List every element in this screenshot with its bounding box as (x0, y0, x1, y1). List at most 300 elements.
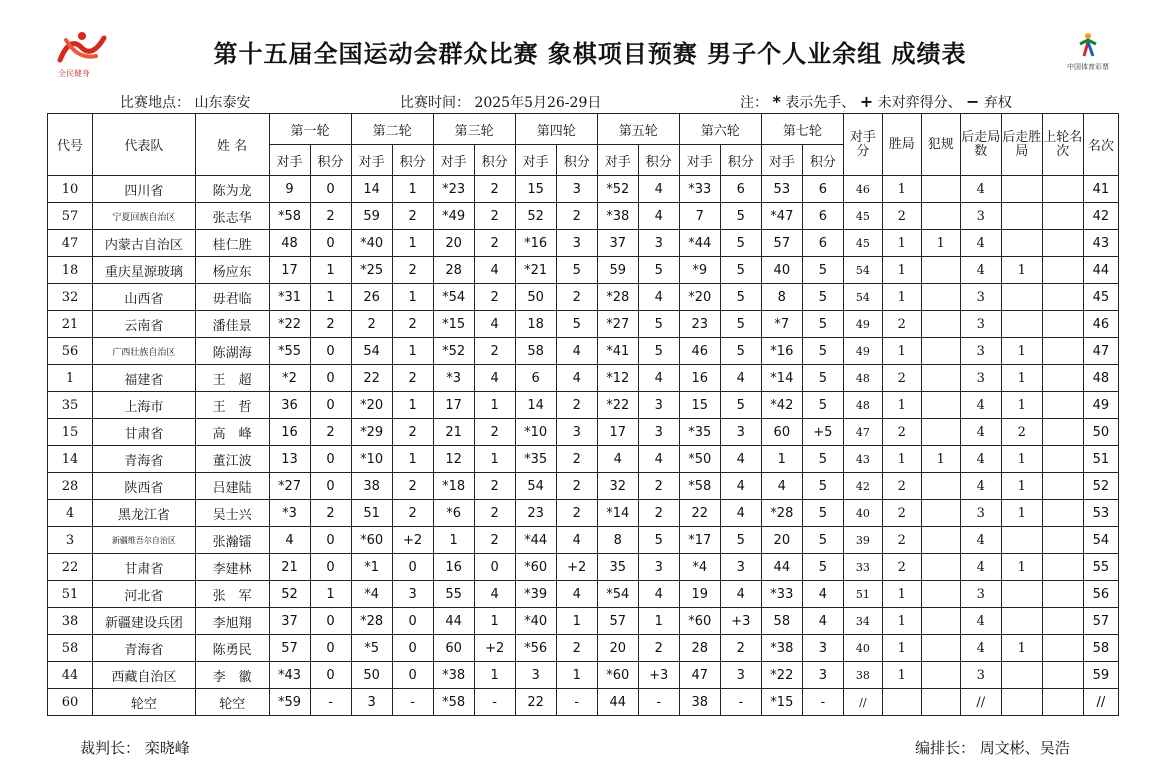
wins-count: 1 (882, 662, 921, 689)
final-rank: 48 (1083, 365, 1118, 392)
opponent-points: 33 (843, 554, 882, 581)
round-opponent: 23 (679, 311, 720, 338)
wins-count: 1 (882, 176, 921, 203)
player-name: 王 哲 (195, 392, 269, 419)
table-row (48, 392, 1119, 419)
round-score: 5 (802, 473, 843, 500)
round-opponent: 20 (761, 527, 802, 554)
round-opponent: *5 (351, 635, 392, 662)
player-name: 高 峰 (195, 419, 269, 446)
wins-count: 1 (882, 230, 921, 257)
round-score: 2 (392, 257, 433, 284)
round-score: 1 (392, 392, 433, 419)
round-score: 4 (720, 473, 761, 500)
round-score: 4 (556, 527, 597, 554)
round-score: 2 (638, 500, 679, 527)
round-score: 5 (802, 365, 843, 392)
black-games-count: 4 (960, 392, 1001, 419)
round-opponent: *58 (433, 689, 474, 716)
round-score: 0 (310, 473, 351, 500)
table-row (48, 446, 1119, 473)
wins-count: 1 (882, 392, 921, 419)
round-score: 3 (556, 230, 597, 257)
header-opp-points: 对手分 (843, 114, 882, 176)
round-score: 0 (310, 338, 351, 365)
black-games-count: 3 (960, 581, 1001, 608)
round-opponent: *60 (597, 662, 638, 689)
last-round-rank (1042, 365, 1083, 392)
player-code: 21 (48, 311, 93, 338)
round-score: 2 (392, 473, 433, 500)
round-score: 2 (720, 635, 761, 662)
round-score: 1 (392, 446, 433, 473)
round-score: 3 (720, 419, 761, 446)
round-score: 5 (720, 203, 761, 230)
fouls-count (921, 662, 960, 689)
wins-count: 1 (882, 635, 921, 662)
round-score: 0 (310, 176, 351, 203)
round-score: 5 (802, 554, 843, 581)
round-score: 3 (720, 554, 761, 581)
round-score: 4 (720, 500, 761, 527)
round-score: 5 (638, 527, 679, 554)
last-round-rank (1042, 203, 1083, 230)
black-games-count: 3 (960, 311, 1001, 338)
player-code: 3 (48, 527, 93, 554)
round-score: 2 (392, 311, 433, 338)
black-wins-count: 1 (1001, 500, 1042, 527)
round-opponent: *17 (679, 527, 720, 554)
wins-count: 2 (882, 419, 921, 446)
black-games-count: // (960, 689, 1001, 716)
black-wins-count: 2 (1001, 419, 1042, 446)
round-opponent: *60 (351, 527, 392, 554)
round-opponent: 2 (351, 311, 392, 338)
black-wins-count: 1 (1001, 473, 1042, 500)
fouls-count (921, 581, 960, 608)
last-round-rank (1042, 635, 1083, 662)
round-score: 5 (802, 284, 843, 311)
last-round-rank (1042, 176, 1083, 203)
round-score: 2 (310, 500, 351, 527)
round-opponent: 17 (269, 257, 310, 284)
round-opponent: 50 (515, 284, 556, 311)
fouls-count (921, 257, 960, 284)
round-opponent: *4 (351, 581, 392, 608)
black-wins-count: 1 (1001, 257, 1042, 284)
player-code: 32 (48, 284, 93, 311)
player-code: 10 (48, 176, 93, 203)
final-rank: 56 (1083, 581, 1118, 608)
round-opponent: 28 (433, 257, 474, 284)
player-code: 4 (48, 500, 93, 527)
round-opponent: 50 (351, 662, 392, 689)
round-opponent: 22 (679, 500, 720, 527)
round-score: 4 (474, 581, 515, 608)
team-name: 甘肃省 (93, 419, 196, 446)
header-opponent: 对手 (515, 145, 556, 176)
team-name: 黑龙江省 (93, 500, 196, 527)
round-score: 2 (638, 635, 679, 662)
opponent-points: 42 (843, 473, 882, 500)
opponent-points: 54 (843, 284, 882, 311)
opponent-points: 45 (843, 230, 882, 257)
last-round-rank (1042, 338, 1083, 365)
round-score: 2 (556, 392, 597, 419)
venue-label: 比赛地点： 山东泰安 (120, 95, 251, 111)
last-round-rank (1042, 581, 1083, 608)
player-code: 1 (48, 365, 93, 392)
player-name: 李旭翔 (195, 608, 269, 635)
round-score: 4 (638, 365, 679, 392)
round-opponent: 59 (351, 203, 392, 230)
round-score: 4 (474, 365, 515, 392)
round-opponent: 23 (515, 500, 556, 527)
round-opponent: 22 (515, 689, 556, 716)
player-code: 38 (48, 608, 93, 635)
final-rank: 55 (1083, 554, 1118, 581)
player-code: 58 (48, 635, 93, 662)
round-opponent: 53 (761, 176, 802, 203)
round-opponent: 58 (761, 608, 802, 635)
round-score: 4 (720, 446, 761, 473)
round-opponent: 57 (761, 230, 802, 257)
black-games-count: 4 (960, 230, 1001, 257)
round-opponent: *22 (269, 311, 310, 338)
round-opponent: 7 (679, 203, 720, 230)
results-body (48, 176, 1119, 716)
opponent-points: 38 (843, 662, 882, 689)
round-opponent: *1 (351, 554, 392, 581)
note-prefix: 注： (740, 95, 768, 111)
round-opponent: 44 (597, 689, 638, 716)
round-opponent: *38 (597, 203, 638, 230)
last-round-rank (1042, 500, 1083, 527)
header-last-rank: 上轮名次 (1042, 114, 1083, 176)
round-opponent: *28 (761, 500, 802, 527)
table-row (48, 203, 1119, 230)
black-wins-count (1001, 527, 1042, 554)
round-score: 5 (802, 500, 843, 527)
round-opponent: *39 (515, 581, 556, 608)
round-opponent: 54 (351, 338, 392, 365)
header-round: 第一轮 (269, 114, 351, 145)
round-score: 0 (310, 554, 351, 581)
round-score: - (310, 689, 351, 716)
opponent-points: 45 (843, 203, 882, 230)
team-name: 青海省 (93, 446, 196, 473)
team-name: 云南省 (93, 311, 196, 338)
team-name: 甘肃省 (93, 554, 196, 581)
team-name: 新疆维吾尔自治区 (93, 527, 196, 554)
round-opponent: 52 (269, 581, 310, 608)
player-code: 35 (48, 392, 93, 419)
round-score: 4 (638, 581, 679, 608)
fouls-count (921, 635, 960, 662)
black-games-count: 4 (960, 608, 1001, 635)
opponent-points: 49 (843, 311, 882, 338)
black-wins-count: 1 (1001, 338, 1042, 365)
round-score: 2 (392, 500, 433, 527)
chief-referee: 裁判长： 栾晓峰 (80, 739, 190, 757)
round-opponent: *14 (761, 365, 802, 392)
black-wins-count (1001, 689, 1042, 716)
round-opponent: 58 (515, 338, 556, 365)
round-opponent: 9 (269, 176, 310, 203)
team-name: 内蒙古自治区 (93, 230, 196, 257)
round-score: +2 (556, 554, 597, 581)
player-code: 22 (48, 554, 93, 581)
header-score: 积分 (556, 145, 597, 176)
header-wins: 胜局 (882, 114, 921, 176)
player-name: 毋君临 (195, 284, 269, 311)
round-score: 1 (474, 662, 515, 689)
round-score: 4 (474, 257, 515, 284)
black-wins-count (1001, 230, 1042, 257)
round-opponent: *29 (351, 419, 392, 446)
round-score: +2 (474, 635, 515, 662)
round-score: +3 (720, 608, 761, 635)
round-score: 2 (556, 473, 597, 500)
wins-count: 2 (882, 473, 921, 500)
team-name: 青海省 (93, 635, 196, 662)
black-wins-count (1001, 284, 1042, 311)
round-opponent: 15 (679, 392, 720, 419)
fouls-count (921, 689, 960, 716)
note-plus-symbol: + (859, 92, 874, 111)
round-opponent: *60 (515, 554, 556, 581)
round-opponent: *33 (761, 581, 802, 608)
round-score: 1 (556, 662, 597, 689)
table-row (48, 554, 1119, 581)
player-code: 14 (48, 446, 93, 473)
round-score: 6 (720, 176, 761, 203)
round-score: 2 (392, 365, 433, 392)
player-code: 47 (48, 230, 93, 257)
round-opponent: *44 (679, 230, 720, 257)
header-code: 代号 (48, 114, 93, 176)
round-opponent: *22 (761, 662, 802, 689)
round-opponent: 35 (597, 554, 638, 581)
wins-count: 1 (882, 284, 921, 311)
black-wins-count: 1 (1001, 392, 1042, 419)
final-rank: 52 (1083, 473, 1118, 500)
header-opponent: 对手 (679, 145, 720, 176)
round-score: 3 (638, 554, 679, 581)
round-score: 1 (474, 446, 515, 473)
round-opponent: 54 (515, 473, 556, 500)
round-score: 3 (638, 419, 679, 446)
round-opponent: *35 (679, 419, 720, 446)
round-opponent: *15 (761, 689, 802, 716)
last-round-rank (1042, 311, 1083, 338)
note-star-symbol: * (772, 92, 781, 111)
player-name: 潘佳景 (195, 311, 269, 338)
sports-lottery-logo (1048, 30, 1128, 80)
round-score: 5 (556, 311, 597, 338)
round-opponent: *14 (597, 500, 638, 527)
round-score: 1 (392, 338, 433, 365)
last-round-rank (1042, 689, 1083, 716)
round-score: 2 (474, 338, 515, 365)
fouls-count: 1 (921, 230, 960, 257)
header-opponent: 对手 (761, 145, 802, 176)
round-score: 4 (556, 338, 597, 365)
round-opponent: 14 (351, 176, 392, 203)
round-opponent: *54 (597, 581, 638, 608)
wins-count: 2 (882, 500, 921, 527)
opponent-points: 46 (843, 176, 882, 203)
round-opponent: *27 (597, 311, 638, 338)
round-score: 3 (638, 230, 679, 257)
round-opponent: 21 (433, 419, 474, 446)
header-score: 积分 (720, 145, 761, 176)
national-games-logo-text: 全民健身 (58, 69, 90, 78)
round-score: 3 (392, 581, 433, 608)
header-row-1 (48, 114, 1119, 145)
black-games-count: 4 (960, 446, 1001, 473)
round-opponent: *60 (679, 608, 720, 635)
player-name: 张 军 (195, 581, 269, 608)
round-score: +5 (802, 419, 843, 446)
round-opponent: 59 (597, 257, 638, 284)
time-label: 比赛时间： 2025年5月26-29日 (400, 95, 602, 111)
round-score: 1 (638, 608, 679, 635)
round-score: 5 (802, 527, 843, 554)
round-opponent: 4 (597, 446, 638, 473)
round-opponent: 4 (761, 473, 802, 500)
player-code: 57 (48, 203, 93, 230)
fouls-count (921, 419, 960, 446)
round-score: 5 (720, 392, 761, 419)
header-opponent: 对手 (351, 145, 392, 176)
round-score: 0 (392, 608, 433, 635)
opponent-points: 49 (843, 338, 882, 365)
round-score: 1 (392, 230, 433, 257)
final-rank: 58 (1083, 635, 1118, 662)
team-name: 陕西省 (93, 473, 196, 500)
fouls-count (921, 176, 960, 203)
round-opponent: 1 (761, 446, 802, 473)
round-opponent: 6 (515, 365, 556, 392)
opponent-points: 40 (843, 500, 882, 527)
last-round-rank (1042, 608, 1083, 635)
team-name: 上海市 (93, 392, 196, 419)
player-code: 18 (48, 257, 93, 284)
final-rank: 54 (1083, 527, 1118, 554)
final-rank: 45 (1083, 284, 1118, 311)
round-score: 0 (310, 662, 351, 689)
round-opponent: *55 (269, 338, 310, 365)
round-opponent: *4 (679, 554, 720, 581)
round-opponent: 60 (433, 635, 474, 662)
header-round: 第三轮 (433, 114, 515, 145)
round-score: 2 (474, 419, 515, 446)
black-wins-count: 1 (1001, 446, 1042, 473)
round-score: 5 (720, 311, 761, 338)
round-opponent: *16 (515, 230, 556, 257)
round-score: 0 (310, 230, 351, 257)
player-name: 李建林 (195, 554, 269, 581)
round-score: 3 (638, 392, 679, 419)
round-score: 5 (802, 257, 843, 284)
round-opponent: 55 (433, 581, 474, 608)
black-games-count: 4 (960, 473, 1001, 500)
round-score: 0 (392, 635, 433, 662)
header-opponent: 对手 (269, 145, 310, 176)
round-score: 1 (474, 608, 515, 635)
player-name: 张志华 (195, 203, 269, 230)
round-opponent: *56 (515, 635, 556, 662)
round-opponent: 14 (515, 392, 556, 419)
round-score: 0 (392, 554, 433, 581)
header-opponent: 对手 (597, 145, 638, 176)
player-name: 张瀚镭 (195, 527, 269, 554)
round-score: 0 (310, 446, 351, 473)
round-score: 0 (392, 662, 433, 689)
round-score: 5 (638, 257, 679, 284)
round-score: 5 (720, 338, 761, 365)
round-score: 5 (802, 392, 843, 419)
black-games-count: 4 (960, 527, 1001, 554)
header-black-wins: 后走胜局 (1001, 114, 1042, 176)
legend-note (740, 92, 1012, 112)
fouls-count (921, 392, 960, 419)
header-rank: 名次 (1083, 114, 1118, 176)
round-score: +3 (638, 662, 679, 689)
round-score: 1 (310, 257, 351, 284)
team-name: 重庆星源玻璃 (93, 257, 196, 284)
round-score: 1 (556, 608, 597, 635)
round-opponent: 28 (679, 635, 720, 662)
team-name: 轮空 (93, 689, 196, 716)
opponent-points: 39 (843, 527, 882, 554)
opponent-points: 51 (843, 581, 882, 608)
black-games-count: 3 (960, 500, 1001, 527)
black-games-count: 4 (960, 554, 1001, 581)
round-opponent: 21 (269, 554, 310, 581)
last-round-rank (1042, 554, 1083, 581)
round-opponent: *6 (433, 500, 474, 527)
final-rank: 44 (1083, 257, 1118, 284)
round-opponent: *40 (351, 230, 392, 257)
round-score: 2 (310, 311, 351, 338)
round-score: 2 (556, 500, 597, 527)
final-rank: 42 (1083, 203, 1118, 230)
wins-count: 2 (882, 311, 921, 338)
round-opponent: 22 (351, 365, 392, 392)
wins-count: 1 (882, 338, 921, 365)
round-score: 5 (720, 230, 761, 257)
round-opponent: 18 (515, 311, 556, 338)
round-opponent: 40 (761, 257, 802, 284)
round-score: - (802, 689, 843, 716)
round-score: 0 (474, 554, 515, 581)
final-rank: 51 (1083, 446, 1118, 473)
round-score: 6 (802, 230, 843, 257)
page-title: 第十五届全国运动会群众比赛 象棋项目预赛 男子个人业余组 成绩表 (213, 40, 967, 68)
round-score: 2 (474, 284, 515, 311)
round-score: 5 (802, 311, 843, 338)
round-opponent: *49 (433, 203, 474, 230)
round-opponent: 20 (597, 635, 638, 662)
chief-arranger: 编排长： 周文彬、吴浩 (915, 739, 1070, 757)
round-score: - (474, 689, 515, 716)
header-name: 姓 名 (195, 114, 269, 176)
team-name: 广西壮族自治区 (93, 338, 196, 365)
wins-count: 2 (882, 527, 921, 554)
round-score: 5 (720, 284, 761, 311)
